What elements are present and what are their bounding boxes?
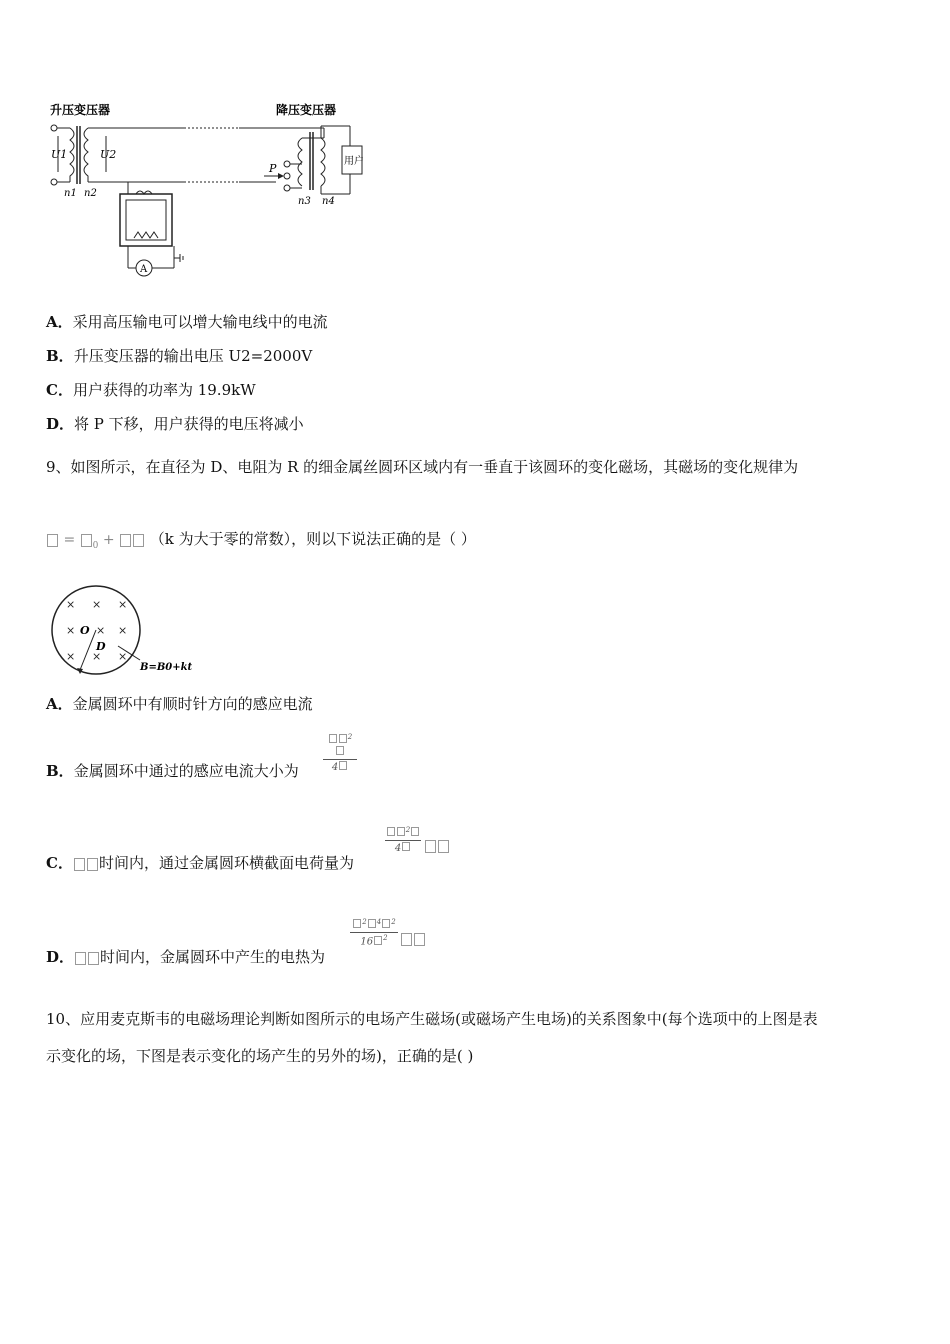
user-label: 用户 [344, 156, 364, 167]
field-formula-label: B=B0+kt [140, 662, 193, 673]
formula-placeholder: = $_0$ + [46, 532, 145, 548]
q10-stem-line2: 示变化的场，下图是表示变化的场产生的另外的场)，正确的是( ) [46, 1047, 474, 1065]
q8-option-d: D．将 P 下移，用户获得的电压将减小 [46, 415, 304, 433]
svg-text:×: × [118, 598, 128, 611]
u2-label: U2 [100, 148, 117, 161]
diameter-d-label: D [96, 640, 106, 653]
q8-option-c: C．用户获得的功率为 19.9kW [46, 381, 256, 399]
q9-d-fraction: $^2$ $^4$ $^2$ 16 $^2$ [350, 918, 398, 948]
q8-option-a: A．采用高压输电可以增大输电线中的电流 [46, 313, 328, 331]
n2-label: n2 [84, 188, 97, 199]
svg-text:×: × [96, 624, 106, 637]
q9-d-tail-placeholder [400, 929, 426, 947]
q9-option-d: D． 时间内，金属圆环中产生的电热为 [46, 948, 326, 966]
n3-label: n3 [298, 196, 311, 207]
q9-option-b: B．金属圆环中通过的感应电流大小为 [46, 762, 299, 780]
q9-formula-line: = $_0$ + （k 为大于零的常数），则以下说法正确的是（ ） [46, 528, 476, 551]
svg-text:×: × [92, 650, 102, 663]
q10-stem-line1: 10、应用麦克斯韦的电磁场理论判断如图所示的电场产生磁场(或磁场产生电场)的关系图象中(每个选项中的上图是表 [46, 1010, 818, 1028]
q9-option-a: A．金属圆环中有顺时针方向的感应电流 [46, 695, 313, 713]
q9-c-fraction: $^2$ 4 [385, 826, 421, 854]
svg-text:×: × [92, 598, 102, 611]
svg-text:×: × [66, 598, 76, 611]
svg-text:×: × [66, 624, 76, 637]
magnetic-field-circle-figure [46, 584, 206, 679]
q9-b-fraction: $^2$ 4 [323, 733, 357, 773]
center-o-label: O [80, 624, 90, 637]
q8-option-b: B．升压变压器的输出电压 U2=2000V [46, 347, 313, 365]
svg-text:×: × [118, 650, 128, 663]
q9-stem: 9、如图所示，在直径为 D、电阻为 R 的细金属丝圆环区域内有一垂直于该圆环的变化磁场，其磁场的变化规律为 [46, 458, 799, 476]
q9-c-tail-placeholder [424, 836, 450, 854]
q9-d-fraction-denominator: 16 [360, 936, 374, 948]
svg-text:×: × [118, 624, 128, 637]
q9-option-c: C． 时间内，通过金属圆环横截面电荷量为 [46, 854, 354, 872]
n1-label: n1 [64, 188, 77, 199]
ammeter-label: A [140, 264, 148, 275]
transformer-circuit-figure [44, 98, 374, 283]
step-up-label: 升压变压器 [50, 103, 111, 117]
step-down-label: 降压变压器 [276, 103, 337, 117]
p-label: P [269, 162, 277, 175]
n4-label: n4 [322, 196, 335, 207]
q9-c-fraction-denominator: 4 [394, 843, 402, 855]
svg-text:×: × [66, 650, 76, 663]
u1-label: U1 [51, 148, 68, 161]
q9-b-fraction-denominator: 4 [331, 762, 339, 774]
